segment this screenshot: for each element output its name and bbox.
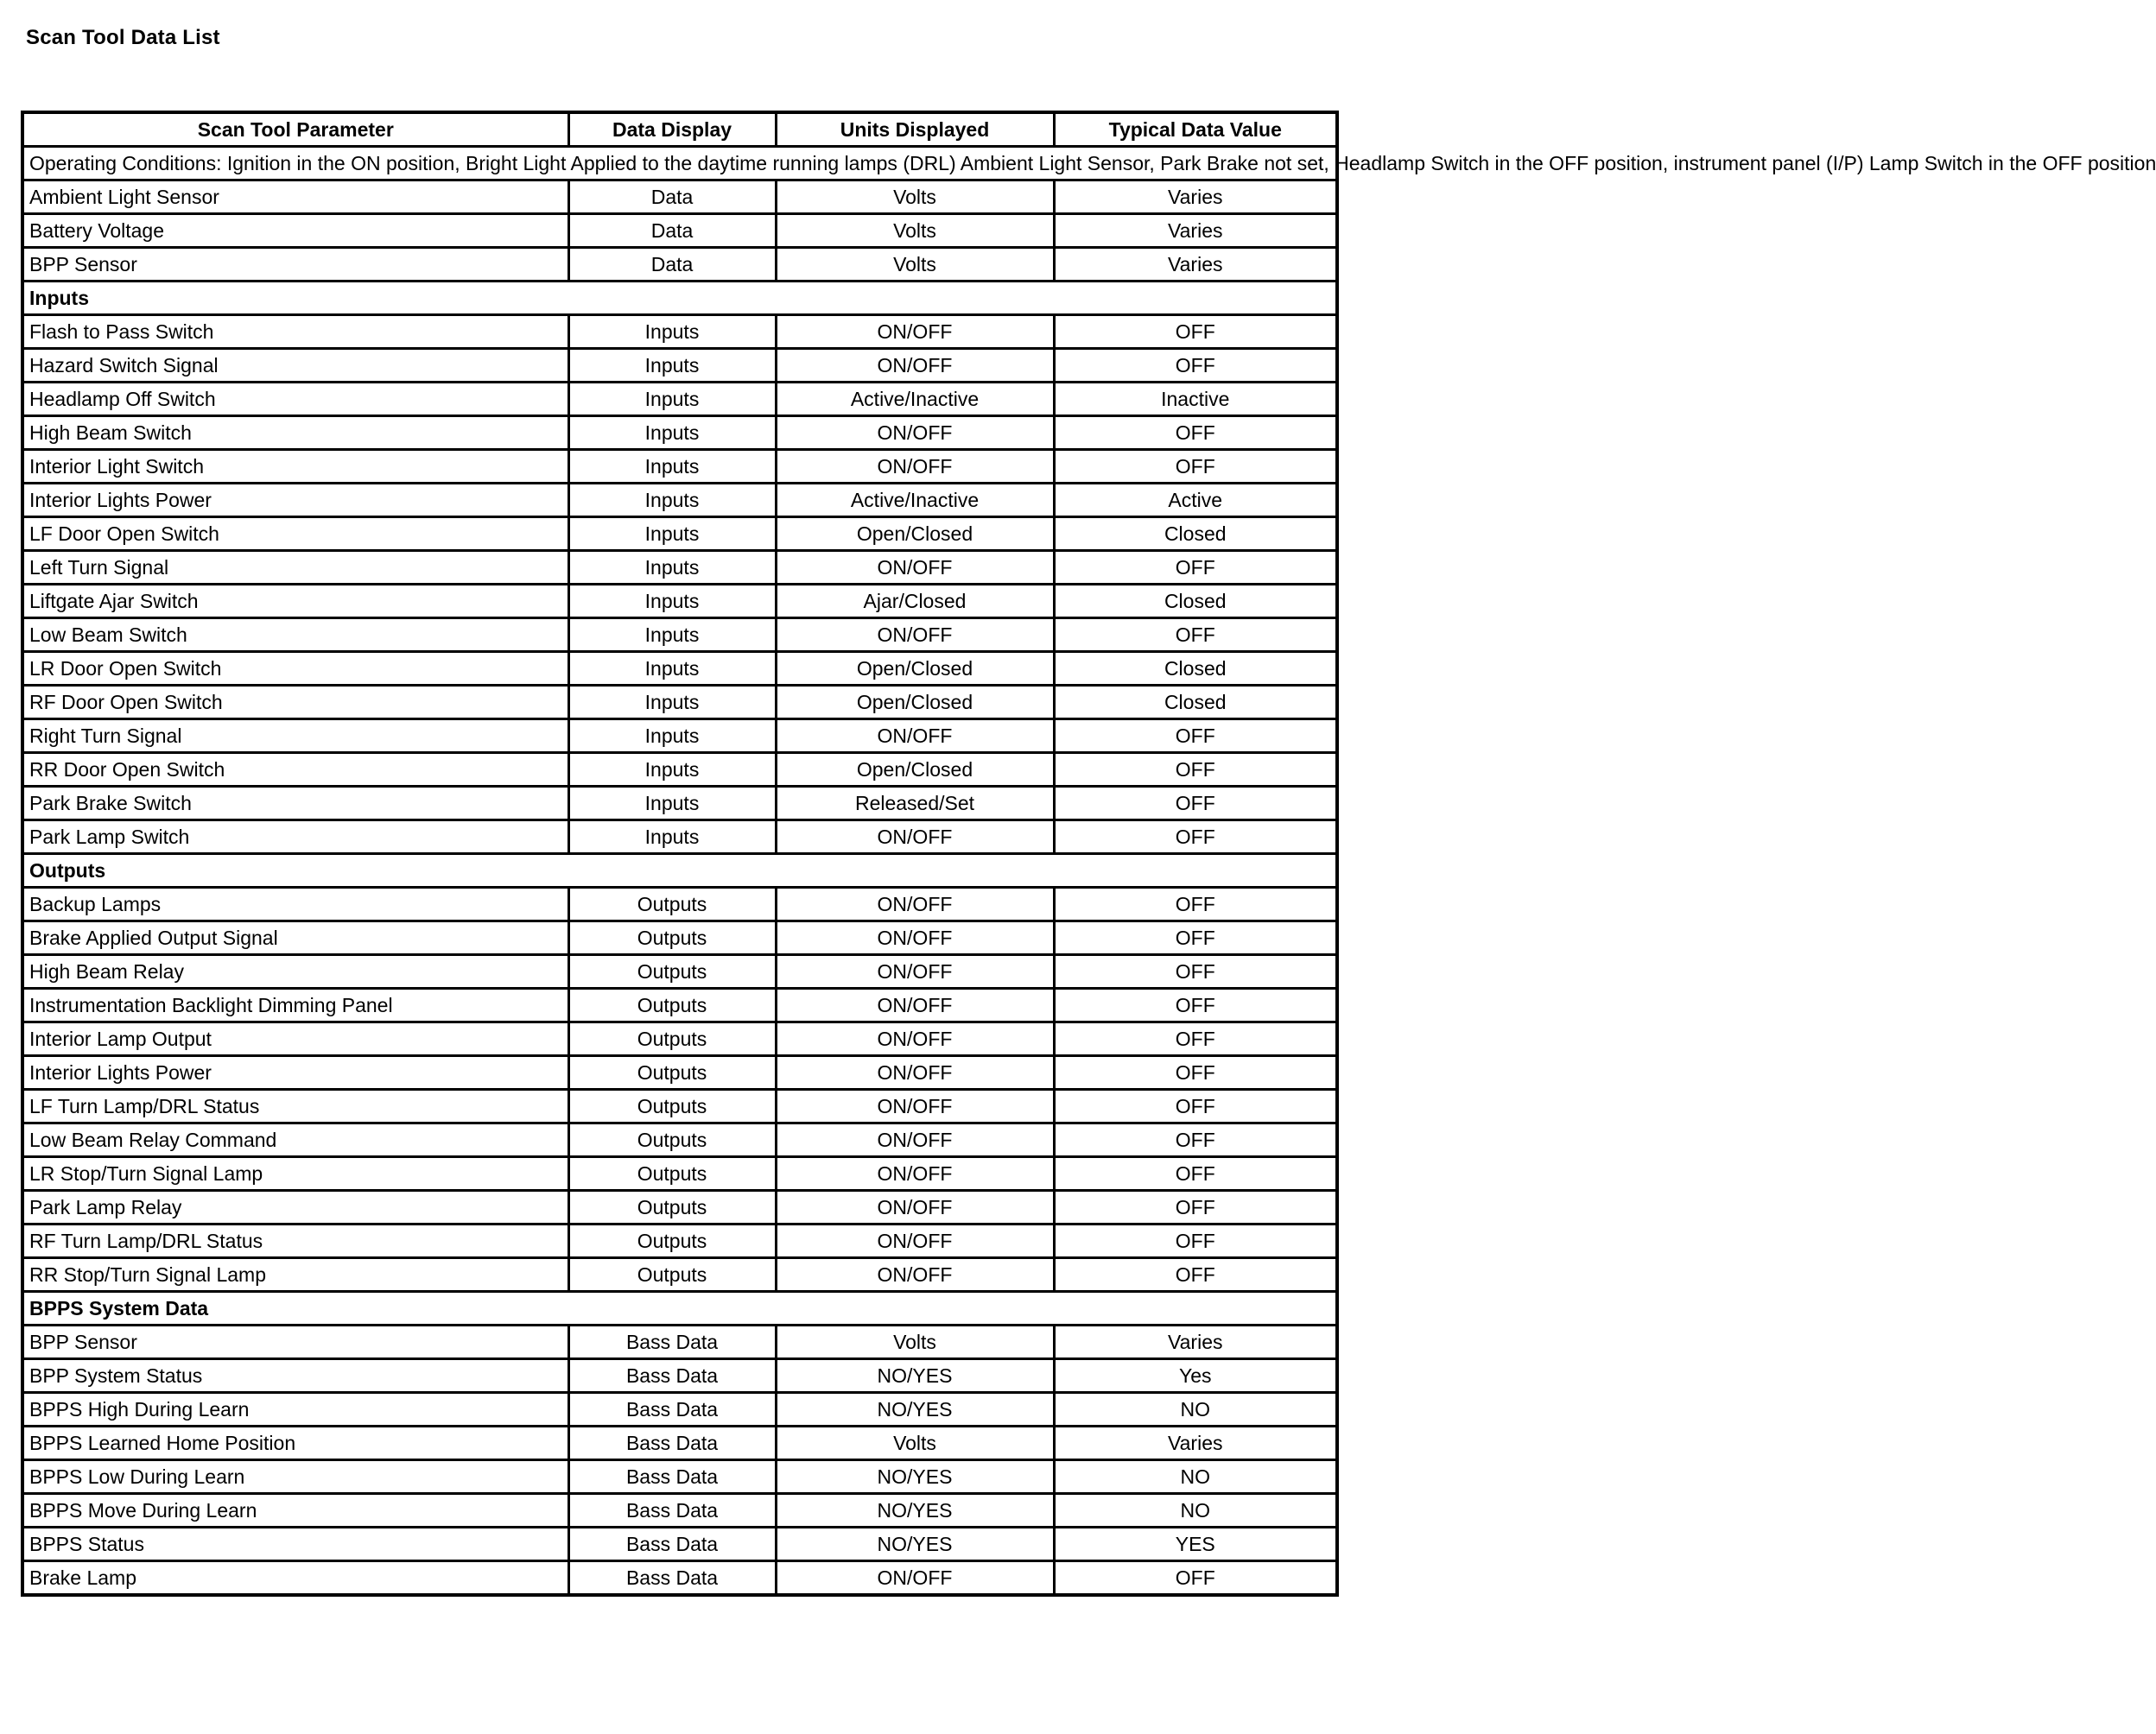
cell-parameter: BPPS Learned Home Position (22, 1427, 568, 1460)
cell-units: Active/Inactive (776, 484, 1054, 517)
cell-parameter: High Beam Switch (22, 416, 568, 450)
cell-data-display: Inputs (568, 517, 776, 551)
cell-data-display: Inputs (568, 315, 776, 349)
cell-parameter: BPPS Low During Learn (22, 1460, 568, 1494)
cell-parameter: Flash to Pass Switch (22, 315, 568, 349)
cell-data-display: Inputs (568, 551, 776, 585)
cell-units: Released/Set (776, 787, 1054, 820)
cell-typical-value: YES (1054, 1528, 1337, 1561)
cell-parameter: BPP Sensor (22, 248, 568, 282)
cell-parameter: Instrumentation Backlight Dimming Panel (22, 989, 568, 1022)
cell-data-display: Data (568, 248, 776, 282)
cell-units: Open/Closed (776, 686, 1054, 719)
section-header-row (22, 1292, 1337, 1326)
table-row (22, 1191, 1337, 1225)
cell-typical-value: OFF (1054, 1123, 1337, 1157)
cell-parameter: Interior Lamp Output (22, 1022, 568, 1056)
table-row (22, 921, 1337, 955)
cell-parameter: RF Turn Lamp/DRL Status (22, 1225, 568, 1258)
table-row (22, 652, 1337, 686)
cell-typical-value: Varies (1054, 1427, 1337, 1460)
cell-parameter: BPPS Move During Learn (22, 1494, 568, 1528)
cell-units: NO/YES (776, 1460, 1054, 1494)
table-row (22, 1326, 1337, 1359)
cell-data-display: Inputs (568, 753, 776, 787)
cell-parameter: Brake Applied Output Signal (22, 921, 568, 955)
cell-units: ON/OFF (776, 989, 1054, 1022)
cell-data-display: Outputs (568, 1022, 776, 1056)
cell-parameter: Brake Lamp (22, 1561, 568, 1596)
cell-units: ON/OFF (776, 1561, 1054, 1596)
cell-typical-value: Closed (1054, 652, 1337, 686)
table-row (22, 484, 1337, 517)
cell-data-display: Inputs (568, 416, 776, 450)
cell-typical-value: OFF (1054, 1258, 1337, 1292)
cell-parameter: Park Lamp Relay (22, 1191, 568, 1225)
page-title: Scan Tool Data List (26, 26, 220, 49)
cell-typical-value: OFF (1054, 921, 1337, 955)
table-row (22, 551, 1337, 585)
table-row (22, 1561, 1337, 1596)
cell-typical-value: NO (1054, 1460, 1337, 1494)
cell-units: ON/OFF (776, 1090, 1054, 1123)
table-row (22, 719, 1337, 753)
cell-data-display: Bass Data (568, 1494, 776, 1528)
header-typical-value: Typical Data Value (1054, 112, 1337, 147)
cell-typical-value: OFF (1054, 1022, 1337, 1056)
cell-parameter: LR Stop/Turn Signal Lamp (22, 1157, 568, 1191)
cell-data-display: Outputs (568, 1258, 776, 1292)
cell-parameter: BPP Sensor (22, 1326, 568, 1359)
cell-units: ON/OFF (776, 921, 1054, 955)
cell-parameter: Right Turn Signal (22, 719, 568, 753)
cell-parameter: Liftgate Ajar Switch (22, 585, 568, 618)
cell-units: ON/OFF (776, 315, 1054, 349)
table-row (22, 888, 1337, 921)
cell-data-display: Inputs (568, 820, 776, 854)
table-row (22, 618, 1337, 652)
header-data-display: Data Display (568, 112, 776, 147)
cell-units: ON/OFF (776, 618, 1054, 652)
cell-data-display: Data (568, 214, 776, 248)
section-title: BPPS System Data (22, 1292, 1337, 1326)
cell-data-display: Outputs (568, 921, 776, 955)
cell-parameter: Park Brake Switch (22, 787, 568, 820)
cell-typical-value: OFF (1054, 1090, 1337, 1123)
cell-data-display: Bass Data (568, 1528, 776, 1561)
table-row (22, 787, 1337, 820)
cell-parameter: LF Turn Lamp/DRL Status (22, 1090, 568, 1123)
cell-typical-value: OFF (1054, 719, 1337, 753)
cell-data-display: Inputs (568, 450, 776, 484)
cell-typical-value: OFF (1054, 450, 1337, 484)
cell-data-display: Inputs (568, 719, 776, 753)
cell-parameter: Battery Voltage (22, 214, 568, 248)
cell-data-display: Data (568, 180, 776, 214)
cell-units: Open/Closed (776, 652, 1054, 686)
table-row (22, 248, 1337, 282)
cell-data-display: Outputs (568, 1191, 776, 1225)
table-row (22, 1427, 1337, 1460)
cell-parameter: BPPS Status (22, 1528, 568, 1561)
cell-data-display: Outputs (568, 1123, 776, 1157)
cell-units: ON/OFF (776, 1258, 1054, 1292)
table-row (22, 1460, 1337, 1494)
cell-typical-value: OFF (1054, 349, 1337, 383)
cell-units: Volts (776, 248, 1054, 282)
cell-typical-value: OFF (1054, 1056, 1337, 1090)
cell-parameter: LR Door Open Switch (22, 652, 568, 686)
table-row (22, 383, 1337, 416)
scan-tool-data-table (21, 111, 2156, 1597)
cell-parameter: BPPS High During Learn (22, 1393, 568, 1427)
table-row (22, 686, 1337, 719)
cell-units: Volts (776, 214, 1054, 248)
cell-units: Volts (776, 1326, 1054, 1359)
cell-typical-value: Closed (1054, 686, 1337, 719)
cell-typical-value: OFF (1054, 888, 1337, 921)
table-row (22, 1225, 1337, 1258)
table-row (22, 1157, 1337, 1191)
cell-typical-value: Closed (1054, 517, 1337, 551)
table-row (22, 1123, 1337, 1157)
cell-units: ON/OFF (776, 349, 1054, 383)
cell-typical-value: OFF (1054, 1157, 1337, 1191)
cell-parameter: RR Door Open Switch (22, 753, 568, 787)
cell-parameter: Ambient Light Sensor (22, 180, 568, 214)
cell-parameter: LF Door Open Switch (22, 517, 568, 551)
table-row (22, 585, 1337, 618)
cell-data-display: Bass Data (568, 1460, 776, 1494)
cell-units: NO/YES (776, 1494, 1054, 1528)
table-row (22, 989, 1337, 1022)
cell-units: ON/OFF (776, 1225, 1054, 1258)
cell-units: ON/OFF (776, 1191, 1054, 1225)
cell-parameter: RF Door Open Switch (22, 686, 568, 719)
cell-units: NO/YES (776, 1393, 1054, 1427)
cell-units: ON/OFF (776, 1123, 1054, 1157)
cell-typical-value: OFF (1054, 820, 1337, 854)
cell-units: ON/OFF (776, 1022, 1054, 1056)
cell-data-display: Inputs (568, 787, 776, 820)
cell-units: Volts (776, 1427, 1054, 1460)
table-row (22, 1528, 1337, 1561)
cell-parameter: RR Stop/Turn Signal Lamp (22, 1258, 568, 1292)
cell-units: NO/YES (776, 1359, 1054, 1393)
operating-conditions: Operating Conditions: Ignition in the ON position, Bright Light Applied to the daytime running lamps (DRL) Ambient Light Sensor, Park Brake not set, Headlamp Switch in the OFF position, instrument panel (I/P) Lamp Switch in the OFF position (22, 147, 1337, 180)
cell-units: NO/YES (776, 1528, 1054, 1561)
cell-typical-value: Inactive (1054, 383, 1337, 416)
cell-typical-value: Closed (1054, 585, 1337, 618)
cell-data-display: Outputs (568, 955, 776, 989)
table-row (22, 450, 1337, 484)
table-row (22, 1056, 1337, 1090)
cell-data-display: Bass Data (568, 1393, 776, 1427)
section-header-row (22, 282, 1337, 315)
cell-parameter: Left Turn Signal (22, 551, 568, 585)
table-row (22, 315, 1337, 349)
table-row (22, 1393, 1337, 1427)
cell-data-display: Outputs (568, 888, 776, 921)
cell-units: ON/OFF (776, 416, 1054, 450)
header-parameter: Scan Tool Parameter (22, 112, 568, 147)
table-row (22, 1022, 1337, 1056)
table-row (22, 180, 1337, 214)
cell-typical-value: Varies (1054, 1326, 1337, 1359)
cell-typical-value: OFF (1054, 955, 1337, 989)
cell-units: ON/OFF (776, 888, 1054, 921)
cell-typical-value: Varies (1054, 248, 1337, 282)
section-header-row (22, 854, 1337, 888)
table-row (22, 753, 1337, 787)
cell-parameter: Interior Light Switch (22, 450, 568, 484)
table-row (22, 820, 1337, 854)
cell-parameter: Interior Lights Power (22, 1056, 568, 1090)
cell-data-display: Outputs (568, 1157, 776, 1191)
cell-data-display: Outputs (568, 1090, 776, 1123)
cell-data-display: Bass Data (568, 1561, 776, 1596)
cell-typical-value: Active (1054, 484, 1337, 517)
table-row (22, 1090, 1337, 1123)
cell-typical-value: OFF (1054, 551, 1337, 585)
cell-data-display: Inputs (568, 618, 776, 652)
cell-units: Volts (776, 180, 1054, 214)
section-title: Outputs (22, 854, 1337, 888)
cell-parameter: Headlamp Off Switch (22, 383, 568, 416)
cell-typical-value: Varies (1054, 214, 1337, 248)
cell-units: Open/Closed (776, 753, 1054, 787)
cell-data-display: Inputs (568, 349, 776, 383)
cell-data-display: Inputs (568, 585, 776, 618)
cell-data-display: Bass Data (568, 1359, 776, 1393)
cell-parameter: Interior Lights Power (22, 484, 568, 517)
cell-typical-value: Yes (1054, 1359, 1337, 1393)
cell-parameter: Backup Lamps (22, 888, 568, 921)
cell-typical-value: OFF (1054, 1561, 1337, 1596)
table-row (22, 517, 1337, 551)
cell-typical-value: OFF (1054, 989, 1337, 1022)
table-row (22, 955, 1337, 989)
cell-data-display: Inputs (568, 686, 776, 719)
cell-units: ON/OFF (776, 1157, 1054, 1191)
header-units-displayed: Units Displayed (776, 112, 1054, 147)
cell-units: ON/OFF (776, 955, 1054, 989)
conditions-row (22, 147, 1337, 180)
cell-parameter: High Beam Relay (22, 955, 568, 989)
cell-data-display: Outputs (568, 1225, 776, 1258)
cell-units: ON/OFF (776, 820, 1054, 854)
cell-typical-value: NO (1054, 1494, 1337, 1528)
cell-typical-value: OFF (1054, 618, 1337, 652)
table-body (22, 147, 2156, 1596)
table-row (22, 349, 1337, 383)
cell-typical-value: OFF (1054, 1225, 1337, 1258)
table-row (22, 1258, 1337, 1292)
cell-parameter: Hazard Switch Signal (22, 349, 568, 383)
cell-units: Open/Closed (776, 517, 1054, 551)
cell-typical-value: NO (1054, 1393, 1337, 1427)
cell-units: ON/OFF (776, 1056, 1054, 1090)
table-row (22, 214, 1337, 248)
cell-typical-value: OFF (1054, 315, 1337, 349)
cell-data-display: Inputs (568, 383, 776, 416)
cell-data-display: Bass Data (568, 1427, 776, 1460)
cell-units: ON/OFF (776, 450, 1054, 484)
table-row (22, 416, 1337, 450)
cell-data-display: Inputs (568, 484, 776, 517)
cell-data-display: Outputs (568, 1056, 776, 1090)
table-row (22, 1494, 1337, 1528)
cell-units: ON/OFF (776, 719, 1054, 753)
cell-units: Active/Inactive (776, 383, 1054, 416)
cell-data-display: Bass Data (568, 1326, 776, 1359)
cell-parameter: Low Beam Relay Command (22, 1123, 568, 1157)
table-row (22, 1359, 1337, 1393)
cell-typical-value: OFF (1054, 416, 1337, 450)
cell-parameter: Low Beam Switch (22, 618, 568, 652)
cell-typical-value: OFF (1054, 1191, 1337, 1225)
cell-typical-value: OFF (1054, 753, 1337, 787)
cell-parameter: BPP System Status (22, 1359, 568, 1393)
header-row (22, 112, 1337, 147)
cell-units: ON/OFF (776, 551, 1054, 585)
cell-data-display: Inputs (568, 652, 776, 686)
cell-data-display: Outputs (568, 989, 776, 1022)
cell-typical-value: OFF (1054, 787, 1337, 820)
cell-parameter: Park Lamp Switch (22, 820, 568, 854)
cell-typical-value: Varies (1054, 180, 1337, 214)
cell-units: Ajar/Closed (776, 585, 1054, 618)
section-title: Inputs (22, 282, 1337, 315)
